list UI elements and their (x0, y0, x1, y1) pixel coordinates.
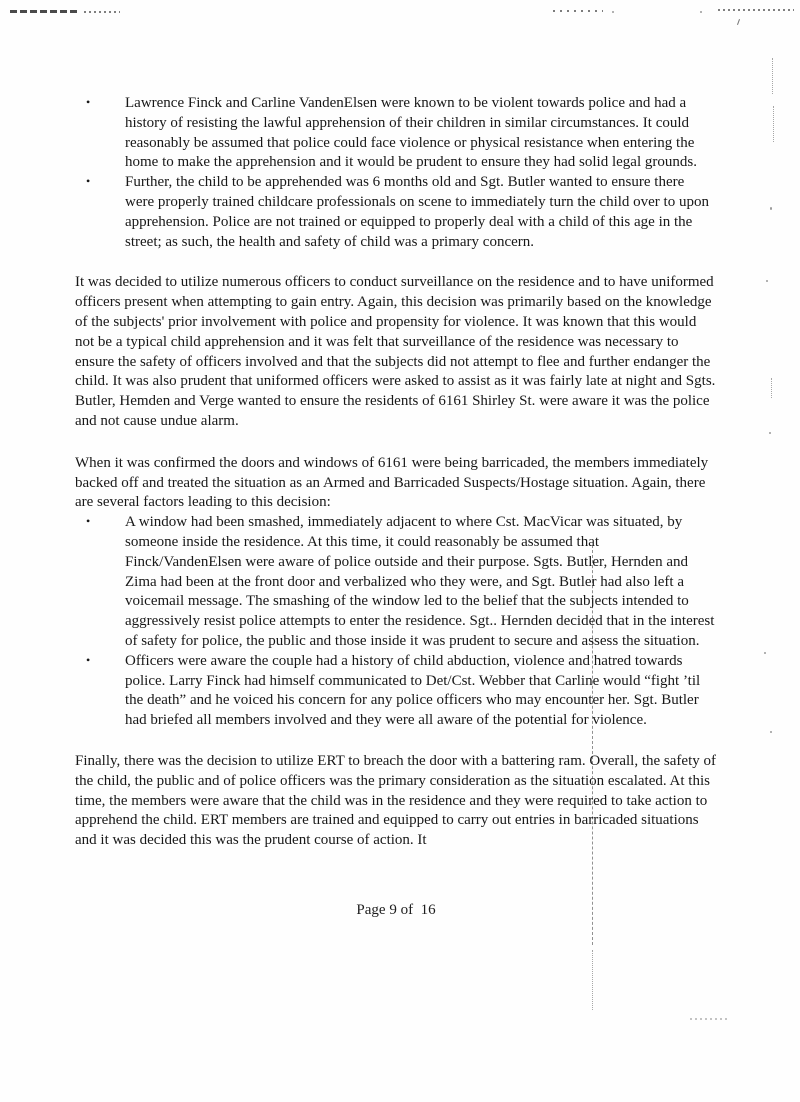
paragraph-surveillance-decision: It was decided to utilize numerous officers to conduct surveillance on the residence and to have uniformed officers present when attempting to gain entry. Again, this decision was primarily based on the knowledge of the subjects' prior involvement with police and propensity for violence. It was known that this would not be a typical child apprehension and it was felt that surveillance of the residence was necessary to ensure the safety of officers involved and that the subjects did not attempt to flee and further endanger the child. It was also prudent that uniformed officers were asked to assist as it was fairly late at night and Sgts. Butler, Hemden and Verge wanted to ensure the residents of 6161 Shirley St. were aware it was the police and not cause undue alarm. (75, 274, 716, 429)
scan-artifact-speck (612, 11, 614, 13)
bullet-icon: • (86, 174, 91, 189)
scan-artifact-speck (766, 280, 768, 282)
scan-artifact-speck (764, 652, 766, 654)
bullet-text: A window had been smashed, immediately adjacent to where Cst. MacVicar was situated, by someone inside the residence. At this time, it could reasonably be assumed that Finck/VandenElsen were aware of police outside and their purpose. Sgts. Butler, Hernden and Zima had been at the front door and verbalized who they were, and Sgt. Butler had also left a voicemail message. The smashing of the window led to the belief that the subjects intended to aggressively resist police attempts to enter the residence. Sgt.. Hernden decided that in the interest of safety for police, the public and those inside it was prudent to secure and assess the situation. (125, 514, 715, 649)
scan-artifact-top-right-dots (718, 9, 794, 11)
scan-artifact-right-margin-bar (772, 58, 773, 94)
document-body (75, 94, 717, 851)
scan-artifact-bottom-dots (690, 1018, 730, 1020)
scan-artifact-top-left-dots (84, 11, 120, 13)
bullet-list-decision-factors (75, 513, 717, 731)
bullet-icon: • (86, 95, 91, 109)
scan-artifact-speck (770, 207, 772, 210)
paragraph-ert-decision: Finally, there was the decision to utilize ERT to breach the door with a battering ram. Overall, the safety of the child, the public and of police officers was the primary consideration as the situation escalated. At this time, the members were aware that the child was in the residence and they were required to take action to apprehend the child. ERT members are trained and equipped to carry out entries in barricaded situations and it was decided this was the prudent course of action. It (75, 752, 716, 849)
scan-artifact-speck (769, 432, 771, 434)
bullet-text: Lawrence Finck and Carline VandenElsen were known to be violent towards police and had a history of resisting the lawful apprehension of their children in similar circumstances. It could reasonably be assumed that police could face violence or physical resistance when entering the home to make the apprehension and it would be prudent to ensure they had solid legal grounds. (125, 95, 697, 171)
paragraph-barricaded-situation: When it was confirmed the doors and windows of 6161 were being barricaded, the members immediately backed off and treated the situation as an Armed and Barricaded Suspects/Hostage situation. Again, there are several factors leading to this decision: (75, 454, 709, 511)
scan-artifact-top-left-dashes (10, 10, 78, 13)
scan-artifact-top-middle-dashes (553, 10, 603, 12)
scan-artifact-right-margin-dots (771, 378, 772, 398)
bullet-icon: • (86, 514, 91, 529)
bullet-icon: • (86, 652, 91, 667)
list-item-abduction-history (75, 652, 717, 731)
scan-artifact-vertical-crease-lower (592, 950, 593, 1010)
list-item-child-age (75, 173, 717, 252)
scan-artifact-right-margin-dots (773, 106, 774, 142)
list-item-violence-history (75, 94, 717, 173)
scan-artifact-slash-mark (737, 19, 740, 25)
scan-artifact-speck (700, 11, 702, 13)
list-item-window-smashed (75, 513, 717, 652)
bullet-text: Officers were aware the couple had a history of child abduction, violence and hatred towards police. Larry Finck had himself communicated to Det/Cst. Webber that Carline would “fight ’til the death” and he voiced his concern for any police officers who may encounter her. Sgt. Butler had briefed all members involved and they were all aware of the potential for violence. (125, 652, 701, 729)
page-number-footer: Page 9 of 16 (356, 902, 436, 918)
scan-artifact-speck (770, 731, 772, 733)
bullet-list-apprehension-factors (75, 94, 717, 252)
bullet-text: Further, the child to be apprehended was 6 months old and Sgt. Butler wanted to ensure there were properly trained childcare professionals on scene to immediately turn the child over to upon apprehension. Police are not trained or equipped to properly deal with a child of this age in the street; as such, the health and safety of child was a primary concern. (125, 174, 709, 250)
